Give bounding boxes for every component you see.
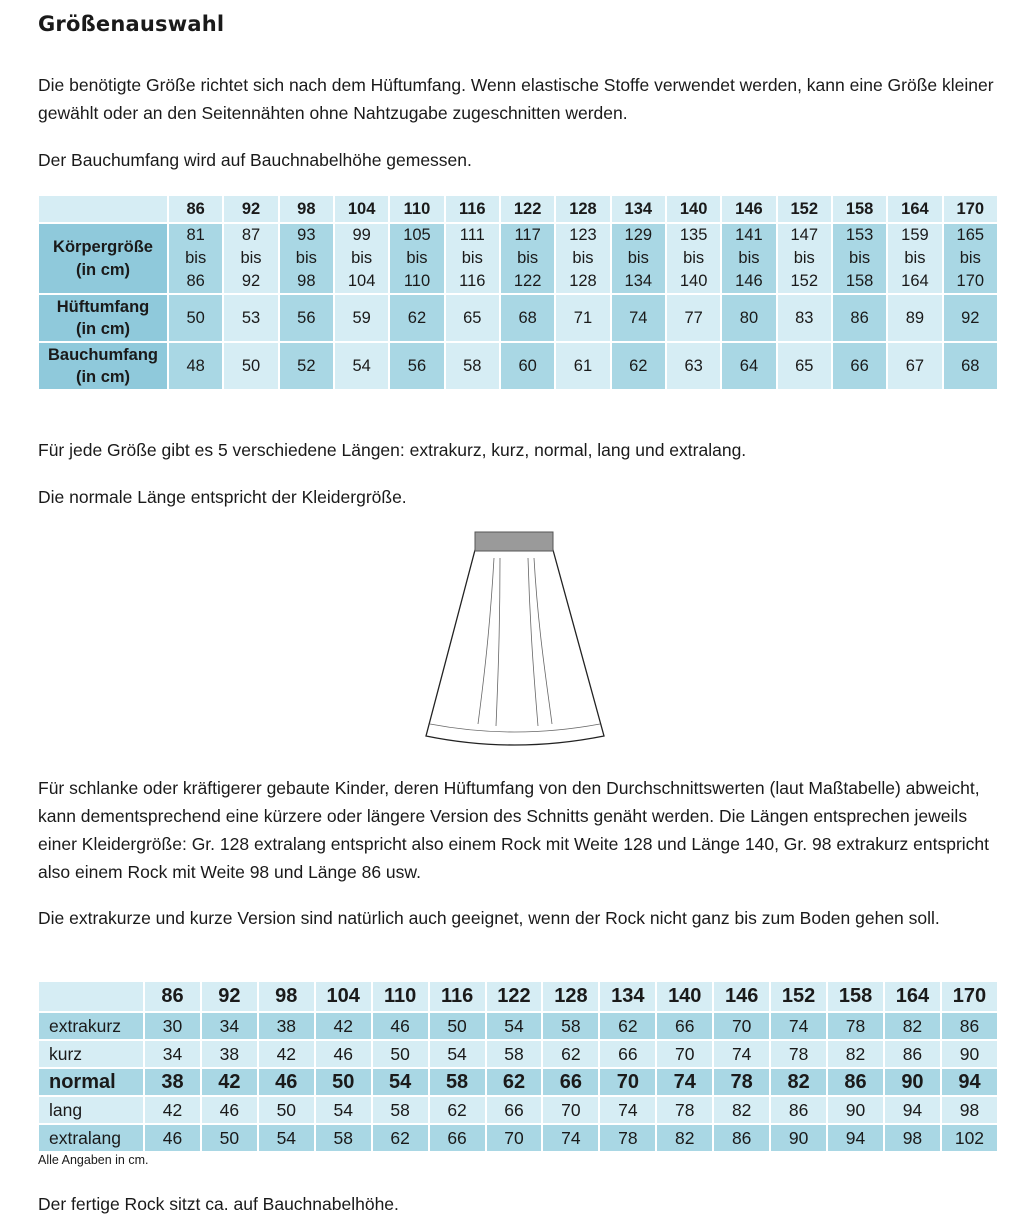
size-header-86: 86	[168, 195, 223, 223]
bauchumfang-cell: 52	[279, 342, 334, 390]
length-cell: 62	[429, 1096, 486, 1124]
table-row-extrakurz	[38, 1012, 998, 1040]
koerpergroesse-cell	[334, 223, 389, 294]
koerpergroesse-cell	[279, 223, 334, 294]
hueftumfang-cell: 77	[666, 294, 721, 342]
length-cell: 46	[144, 1124, 201, 1152]
length-cell: 66	[599, 1040, 656, 1068]
length-cell: 30	[144, 1012, 201, 1040]
hueftumfang-cell: 68	[500, 294, 555, 342]
length-cell: 62	[372, 1124, 429, 1152]
range-to: 116	[459, 272, 486, 290]
range-to: 98	[297, 272, 316, 290]
size-header-98: 98	[258, 981, 315, 1012]
closing-paragraph: Der fertige Rock sitzt ca. auf Bauchnabelhöhe.	[38, 1194, 399, 1214]
range-to: 140	[679, 272, 708, 290]
range-bis: bis	[627, 249, 649, 267]
length-cell: 42	[258, 1040, 315, 1068]
length-cell: 98	[941, 1096, 998, 1124]
size-header-146: 146	[721, 195, 776, 223]
length-cell: 46	[372, 1012, 429, 1040]
koerpergroesse-cell	[721, 223, 776, 294]
length-cell: 70	[599, 1068, 656, 1096]
length-cell: 58	[486, 1040, 543, 1068]
bauchumfang-cell: 54	[334, 342, 389, 390]
range-from: 135	[679, 226, 708, 244]
size-header-104: 104	[334, 195, 389, 223]
size-header-86: 86	[144, 981, 201, 1012]
range-to: 170	[956, 272, 985, 290]
table-row-bauchumfang	[38, 342, 998, 390]
length-cell: 46	[315, 1040, 372, 1068]
bauchumfang-cell: 62	[611, 342, 666, 390]
row-label-koerpergroesse	[38, 223, 168, 294]
hueftumfang-cell: 50	[168, 294, 223, 342]
size-header-152: 152	[777, 195, 832, 223]
range-from: 111	[459, 226, 485, 244]
length-cell: 50	[315, 1068, 372, 1096]
length-table	[37, 980, 999, 1153]
length-cell: 98	[884, 1124, 941, 1152]
length-cell: 74	[599, 1096, 656, 1124]
row-label-hueftumfang	[38, 294, 168, 342]
intro-paragraph-2: Der Bauchumfang wird auf Bauchnabelhöhe gemessen.	[38, 150, 472, 170]
koerpergroesse-cell	[943, 223, 998, 294]
length-cell: 74	[656, 1068, 713, 1096]
length-cell: 34	[201, 1012, 258, 1040]
length-cell: 90	[941, 1040, 998, 1068]
hueftumfang-cell: 74	[611, 294, 666, 342]
hueftumfang-cell: 65	[445, 294, 500, 342]
range-bis: bis	[517, 249, 539, 267]
range-to: 146	[735, 272, 763, 290]
length-cell: 46	[201, 1096, 258, 1124]
length-cell: 66	[486, 1096, 543, 1124]
length-cell: 54	[315, 1096, 372, 1124]
size-header-98: 98	[279, 195, 334, 223]
measurement-header-row	[38, 195, 998, 223]
length-cell: 58	[372, 1096, 429, 1124]
bauchumfang-cell: 68	[943, 342, 998, 390]
length-cell: 90	[827, 1096, 884, 1124]
range-bis: bis	[406, 249, 428, 267]
length-cell: 82	[884, 1012, 941, 1040]
middle-paragraph-2: Die normale Länge entspricht der Kleidergröße.	[38, 487, 407, 507]
length-cell: 58	[429, 1068, 486, 1096]
hueftumfang-cell: 53	[223, 294, 278, 342]
row-label-kurz: kurz	[38, 1040, 144, 1068]
koerpergroesse-cell	[223, 223, 278, 294]
range-to: 104	[347, 272, 376, 290]
row-label-unit: (in cm)	[75, 320, 131, 338]
size-header-128: 128	[555, 195, 610, 223]
range-from: 81	[186, 226, 205, 244]
range-bis: bis	[295, 249, 317, 267]
length-cell: 66	[542, 1068, 599, 1096]
range-from: 117	[514, 226, 541, 244]
length-cell: 54	[486, 1012, 543, 1040]
row-label-line: Hüftumfang	[56, 298, 150, 316]
length-cell: 86	[827, 1068, 884, 1096]
hueftumfang-cell: 59	[334, 294, 389, 342]
length-cell: 78	[599, 1124, 656, 1152]
bauchumfang-cell: 64	[721, 342, 776, 390]
length-cell: 86	[884, 1040, 941, 1068]
length-cell: 66	[429, 1124, 486, 1152]
page-title: Größenauswahl	[38, 12, 225, 36]
length-cell: 62	[599, 1012, 656, 1040]
size-header-164: 164	[884, 981, 941, 1012]
row-label-line: Körpergröße	[53, 237, 153, 256]
size-header-116: 116	[445, 195, 500, 223]
table-corner-cell	[38, 981, 144, 1012]
bauchumfang-cell: 66	[832, 342, 887, 390]
row-label-extrakurz: extrakurz	[38, 1012, 144, 1040]
length-cell: 78	[713, 1068, 770, 1096]
row-label-unit: (in cm)	[75, 368, 131, 386]
length-cell: 86	[770, 1096, 827, 1124]
range-bis: bis	[849, 249, 871, 267]
length-cell: 82	[770, 1068, 827, 1096]
bauchumfang-cell: 48	[168, 342, 223, 390]
length-cell: 90	[884, 1068, 941, 1096]
range-to: 86	[186, 272, 205, 290]
size-header-158: 158	[832, 195, 887, 223]
row-label-extralang: extralang	[38, 1124, 144, 1152]
range-to: 122	[513, 272, 542, 290]
size-header-140: 140	[666, 195, 721, 223]
body-paragraph-2: Die extrakurze und kurze Version sind natürlich auch geeignet, wenn der Rock nicht ganz bis zum Boden gehen soll.	[38, 908, 940, 928]
length-cell: 38	[144, 1068, 201, 1096]
length-cell: 62	[486, 1068, 543, 1096]
hueftumfang-cell: 83	[777, 294, 832, 342]
range-from: 147	[790, 226, 819, 244]
size-header-110: 110	[389, 195, 444, 223]
middle-paragraph-1: Für jede Größe gibt es 5 verschiedene Längen: extrakurz, kurz, normal, lang und extralang.	[38, 440, 747, 460]
length-cell: 74	[713, 1040, 770, 1068]
size-header-92: 92	[201, 981, 258, 1012]
length-cell: 38	[258, 1012, 315, 1040]
length-cell: 42	[315, 1012, 372, 1040]
koerpergroesse-cell	[777, 223, 832, 294]
range-to: 110	[403, 272, 431, 290]
size-header-134: 134	[611, 195, 666, 223]
range-from: 141	[735, 226, 763, 244]
koerpergroesse-cell	[887, 223, 942, 294]
row-label-normal: normal	[38, 1068, 144, 1096]
length-cell: 82	[713, 1096, 770, 1124]
range-from: 93	[297, 226, 316, 244]
size-header-134: 134	[599, 981, 656, 1012]
length-cell: 90	[770, 1124, 827, 1152]
measurement-table	[37, 194, 999, 391]
length-cell: 54	[429, 1040, 486, 1068]
length-cell: 50	[201, 1124, 258, 1152]
length-cell: 82	[827, 1040, 884, 1068]
length-cell: 42	[201, 1068, 258, 1096]
length-cell: 86	[713, 1124, 770, 1152]
size-header-146: 146	[713, 981, 770, 1012]
range-bis: bis	[572, 249, 594, 267]
table-row-normal	[38, 1068, 998, 1096]
length-cell: 70	[486, 1124, 543, 1152]
size-header-122: 122	[500, 195, 555, 223]
row-label-bauchumfang	[38, 342, 168, 390]
length-cell: 94	[941, 1068, 998, 1096]
range-to: 134	[624, 272, 653, 290]
size-header-170: 170	[943, 195, 998, 223]
hueftumfang-cell: 86	[832, 294, 887, 342]
length-cell: 50	[372, 1040, 429, 1068]
bauchumfang-cell: 61	[555, 342, 610, 390]
size-header-92: 92	[223, 195, 278, 223]
range-from: 159	[901, 226, 929, 244]
length-cell: 78	[770, 1040, 827, 1068]
koerpergroesse-cell	[611, 223, 666, 294]
range-bis: bis	[351, 249, 373, 267]
hueftumfang-cell: 92	[943, 294, 998, 342]
range-to: 152	[790, 272, 819, 290]
range-to: 128	[569, 272, 597, 290]
size-header-128: 128	[542, 981, 599, 1012]
hueftumfang-cell: 62	[389, 294, 444, 342]
range-from: 129	[624, 226, 653, 244]
length-cell: 42	[144, 1096, 201, 1124]
size-header-164: 164	[887, 195, 942, 223]
row-label-lang: lang	[38, 1096, 144, 1124]
row-label-unit: (in cm)	[75, 260, 131, 279]
hueftumfang-cell: 56	[279, 294, 334, 342]
range-bis: bis	[683, 249, 705, 267]
body-paragraph-1: Für schlanke oder kräftigerer gebaute Kinder, deren Hüftumfang von den Durchschnittswerten (laut Maßtabelle) abweicht, kann dementsprechend eine kürzere oder längere Version des Schnitts genäht werden. Die Längen entsprechen jeweils einer Kleidergröße: Gr. 128 extralang entspricht also einem Rock mit Weite 128 und Länge 140, Gr. 98 extrakurz entspricht also einem Rock mit Weite 98 und Länge 86 usw.	[38, 778, 990, 882]
range-bis: bis	[185, 249, 207, 267]
size-header-158: 158	[827, 981, 884, 1012]
length-cell: 74	[770, 1012, 827, 1040]
koerpergroesse-cell	[500, 223, 555, 294]
footnote: Alle Angaben in cm.	[38, 1153, 149, 1167]
range-bis: bis	[240, 249, 262, 267]
table-row-kurz	[38, 1040, 998, 1068]
length-cell: 34	[144, 1040, 201, 1068]
range-from: 105	[403, 226, 431, 244]
range-to: 164	[901, 272, 929, 290]
koerpergroesse-cell	[666, 223, 721, 294]
range-bis: bis	[738, 249, 760, 267]
koerpergroesse-cell	[389, 223, 444, 294]
length-cell: 70	[542, 1096, 599, 1124]
length-header-row	[38, 981, 998, 1012]
range-from: 153	[845, 226, 874, 244]
range-bis: bis	[904, 249, 926, 267]
bauchumfang-cell: 58	[445, 342, 500, 390]
length-cell: 50	[429, 1012, 486, 1040]
length-cell: 54	[258, 1124, 315, 1152]
table-row-lang	[38, 1096, 998, 1124]
table-row-extralang	[38, 1124, 998, 1152]
koerpergroesse-cell	[168, 223, 223, 294]
length-cell: 62	[542, 1040, 599, 1068]
range-bis: bis	[793, 249, 815, 267]
length-cell: 70	[656, 1040, 713, 1068]
length-cell: 78	[656, 1096, 713, 1124]
size-header-170: 170	[941, 981, 998, 1012]
table-row-koerpergroesse	[38, 223, 998, 294]
length-cell: 58	[315, 1124, 372, 1152]
length-cell: 102	[941, 1124, 998, 1152]
range-from: 99	[352, 226, 371, 244]
size-header-140: 140	[656, 981, 713, 1012]
length-cell: 82	[656, 1124, 713, 1152]
bauchumfang-cell: 60	[500, 342, 555, 390]
length-cell: 38	[201, 1040, 258, 1068]
length-cell: 70	[713, 1012, 770, 1040]
koerpergroesse-cell	[445, 223, 500, 294]
bauchumfang-cell: 63	[666, 342, 721, 390]
table-row-hueftumfang	[38, 294, 998, 342]
length-cell: 78	[827, 1012, 884, 1040]
size-header-110: 110	[372, 981, 429, 1012]
length-cell: 46	[258, 1068, 315, 1096]
koerpergroesse-cell	[555, 223, 610, 294]
row-label-line: Bauchumfang	[47, 346, 158, 364]
intro-paragraph-1: Die benötigte Größe richtet sich nach dem Hüftumfang. Wenn elastische Stoffe verwendet werden, kann eine Größe kleiner gewählt oder an den Seitennähten ohne Nahtzugabe zugeschnitten werden.	[38, 75, 994, 123]
hueftumfang-cell: 71	[555, 294, 610, 342]
hueftumfang-cell: 89	[887, 294, 942, 342]
range-bis: bis	[461, 249, 483, 267]
hueftumfang-cell: 80	[721, 294, 776, 342]
size-header-104: 104	[315, 981, 372, 1012]
size-header-122: 122	[486, 981, 543, 1012]
bauchumfang-cell: 50	[223, 342, 278, 390]
table-corner-cell	[38, 195, 168, 223]
size-header-116: 116	[429, 981, 486, 1012]
length-cell: 86	[941, 1012, 998, 1040]
range-from: 165	[956, 226, 985, 244]
range-bis: bis	[959, 249, 981, 267]
bauchumfang-cell: 65	[777, 342, 832, 390]
range-from: 123	[569, 226, 597, 244]
size-header-152: 152	[770, 981, 827, 1012]
length-cell: 58	[542, 1012, 599, 1040]
koerpergroesse-cell	[832, 223, 887, 294]
bauchumfang-cell: 56	[389, 342, 444, 390]
bauchumfang-cell: 67	[887, 342, 942, 390]
length-cell: 94	[884, 1096, 941, 1124]
range-from: 87	[241, 226, 261, 244]
skirt-illustration	[418, 528, 610, 750]
length-cell: 54	[372, 1068, 429, 1096]
range-to: 158	[845, 272, 874, 290]
length-cell: 94	[827, 1124, 884, 1152]
range-to: 92	[241, 272, 261, 290]
length-cell: 50	[258, 1096, 315, 1124]
length-cell: 74	[542, 1124, 599, 1152]
length-cell: 66	[656, 1012, 713, 1040]
